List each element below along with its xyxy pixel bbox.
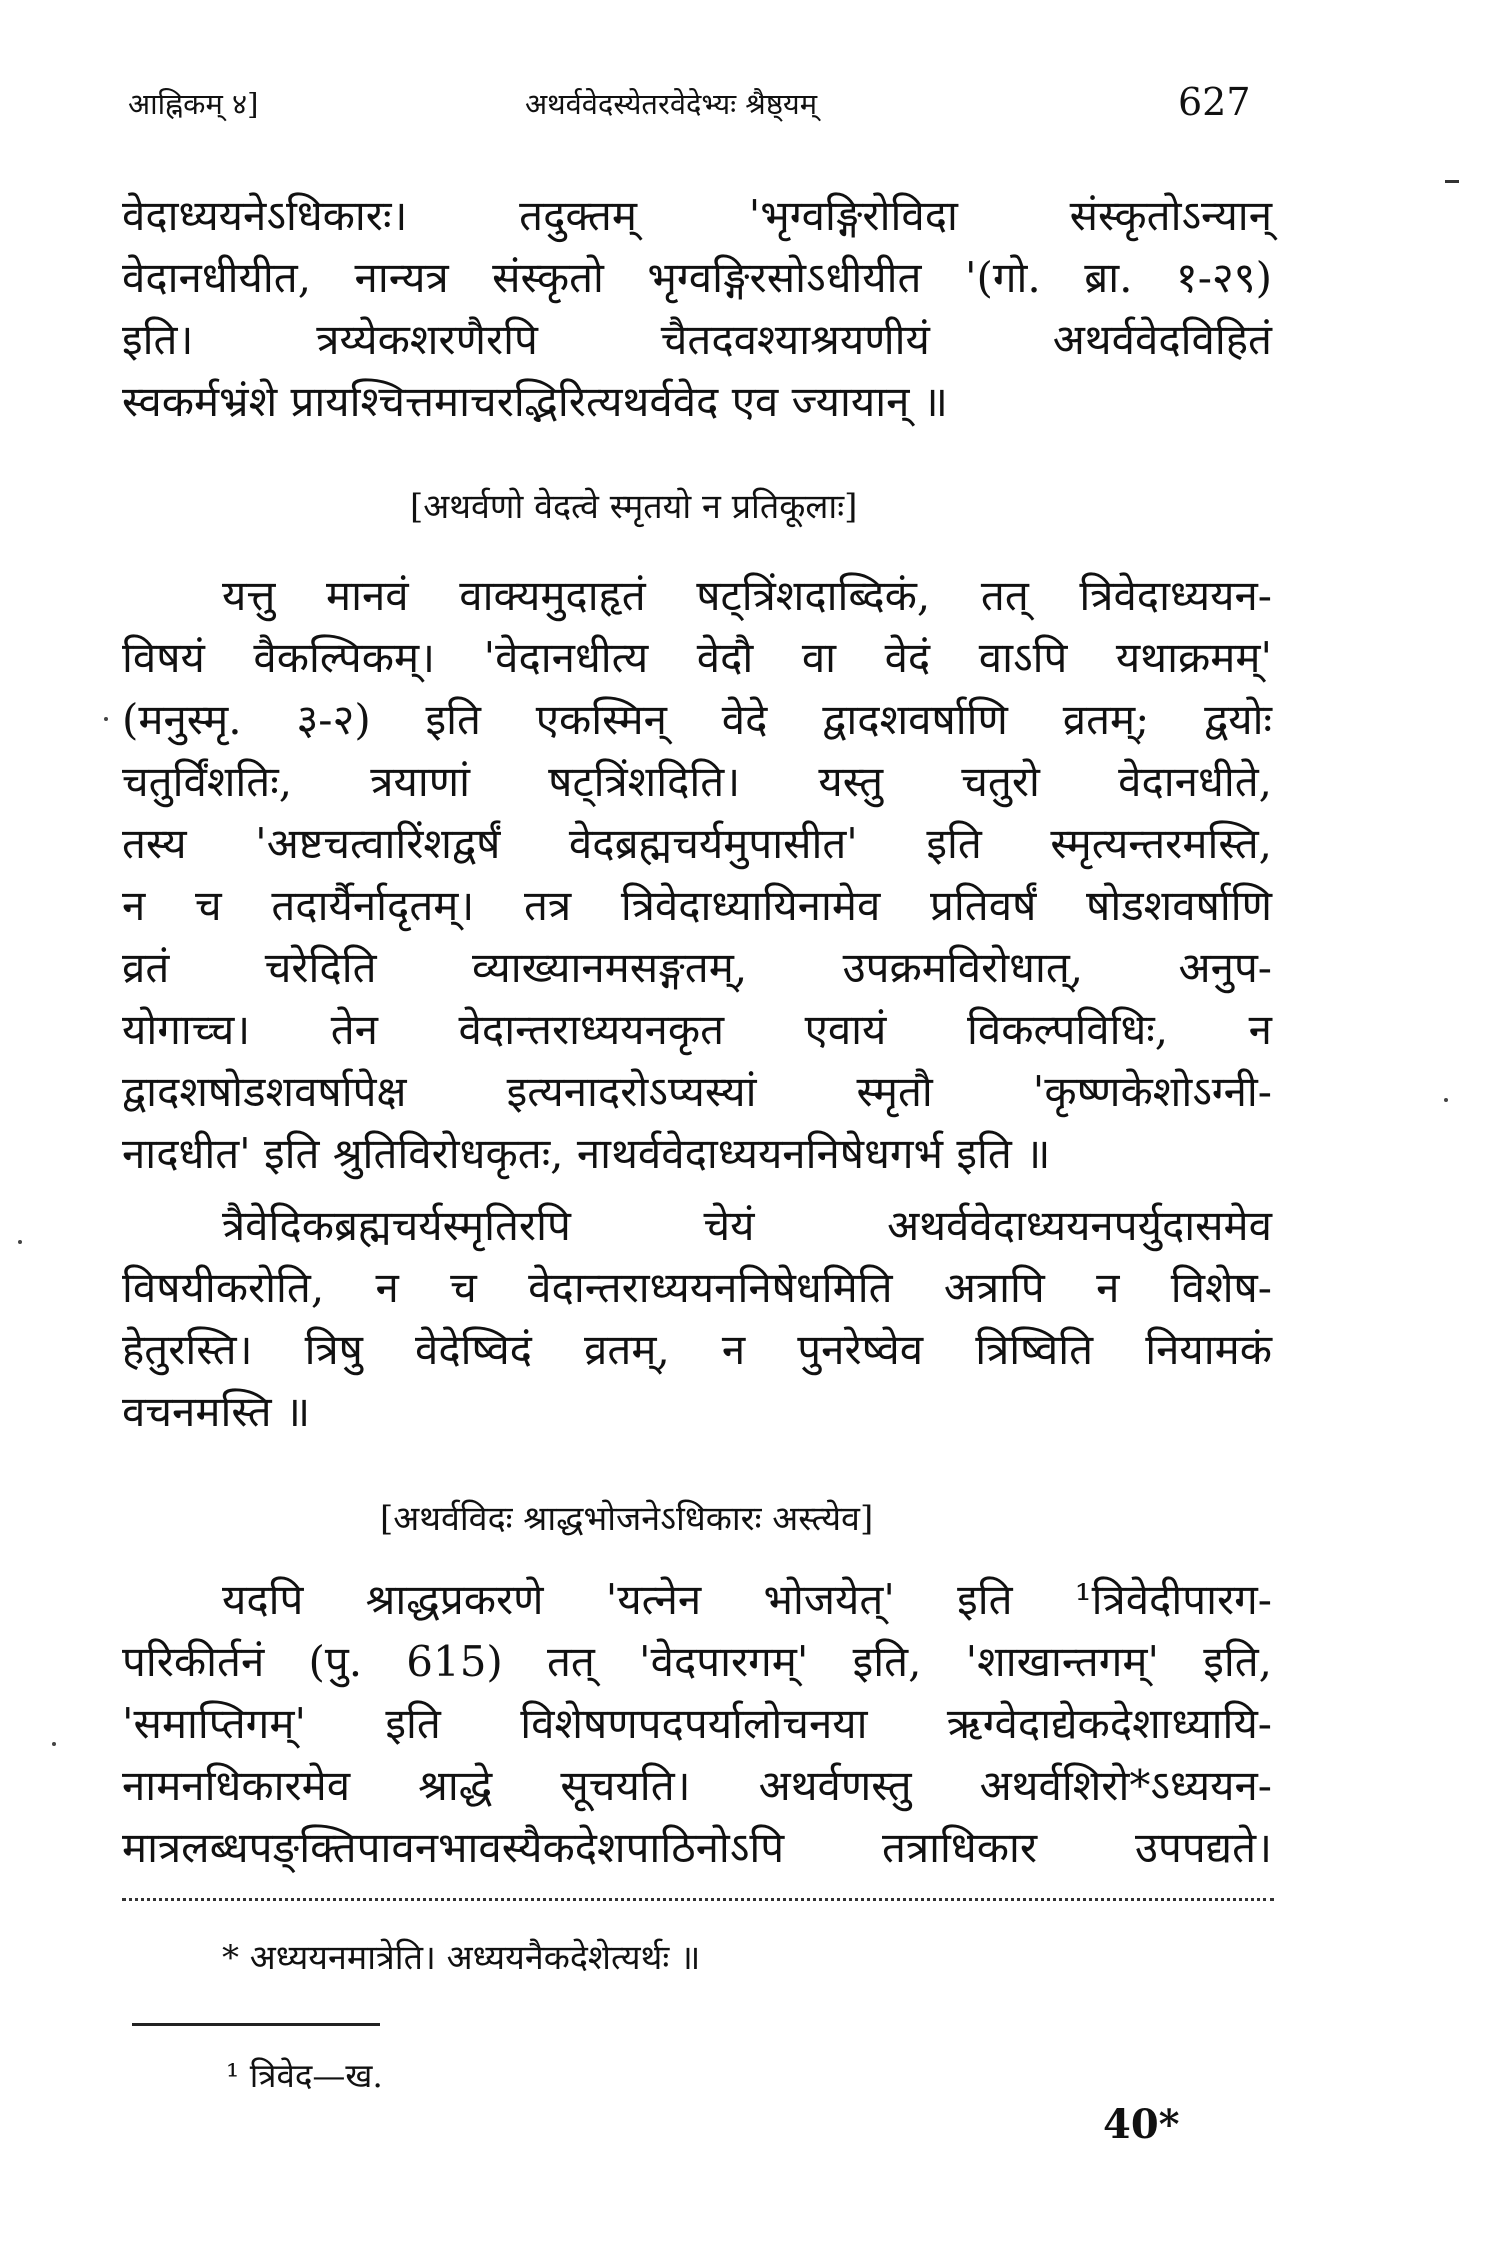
body-line: हेतुरस्ति। त्रिषु वेदेष्विदं व्रतम्, न पुनरेष्वेव त्रिष्विति नियामकं xyxy=(122,1325,1272,1374)
body-line: स्वकर्मभ्रंशे प्रायश्चित्तमाचरद्भिरित्यथर्ववेद एव ज्यायान् ॥ xyxy=(122,377,948,426)
body-line: नादधीत' इति श्रुतिविरोधकृतः, नाथर्ववेदाध्ययननिषेधगर्भ इति ॥ xyxy=(122,1129,1051,1178)
body-line: वेदाध्ययनेऽधिकारः। तदुक्तम् 'भृग्वङ्गिरोविदा संस्कृतोऽन्यान् xyxy=(122,191,1272,240)
speck xyxy=(52,1742,56,1746)
body-line: नामनधिकारमेव श्राद्धे सूचयति। अथर्वणस्तु अथर्वशिरो*ऽध्ययन- xyxy=(122,1761,1272,1810)
page-number: 627 xyxy=(1178,80,1251,124)
body-line: परिकीर्तनं (पु. 615) तत् 'वेदपारगम्' इति, 'शाखान्तगम्' इति, xyxy=(122,1637,1272,1686)
running-head-left: आह्निकम् ४] xyxy=(128,87,259,121)
body-line: यत्तु मानवं वाक्यमुदाहृतं षट्त्रिंशदाब्दिकं, तत् त्रिवेदाध्ययन- xyxy=(222,571,1272,620)
body-line: त्रैवेदिकब्रह्मचर्यस्मृतिरपि चेयं अथर्ववेदाध्ययनपर्युदासमेव xyxy=(222,1201,1272,1250)
body-line: 'समाप्तिगम्' इति विशेषणपदपर्यालोचनया ऋग्वेदाद्येकदेशाध्यायि- xyxy=(122,1699,1272,1748)
body-line: चतुर्विंशतिः, त्रयाणां षट्त्रिंशदिति। यस्तु चतुरो वेदानधीते, xyxy=(122,757,1272,806)
body-line: (मनुस्मृ. ३-२) इति एकस्मिन् वेदे द्वादशवर्षाणि व्रतम्; द्वयोः xyxy=(122,695,1272,744)
body-line: वचनमस्ति ॥ xyxy=(122,1387,311,1436)
speck xyxy=(104,717,108,721)
footnote-rule xyxy=(132,2023,380,2026)
body-line: योगाच्च। तेन वेदान्तराध्ययनकृत एवायं विकल्पविधिः, न xyxy=(122,1005,1272,1054)
running-head-title: अथर्ववेदस्येतरवेदेभ्यः श्रैष्ठ्यम् xyxy=(525,87,818,121)
footnote-variant: ¹ त्रिवेद—ख. xyxy=(226,2056,383,2095)
section-heading: [अथर्वविदः श्राद्धभोजनेऽधिकारः अस्त्येव] xyxy=(380,1499,874,1539)
body-line: विषयं वैकल्पिकम्। 'वेदानधीत्य वेदौ वा वेदं वाऽपि यथाक्रमम्' xyxy=(122,633,1272,682)
section-heading: [अथर्वणो वेदत्वे स्मृतयो न प्रतिकूलाः] xyxy=(410,487,858,527)
body-line: वेदानधीयीत, नान्यत्र संस्कृतो भृग्वङ्गिरसोऽधीयीत '(गो. ब्रा. १-२९) xyxy=(122,253,1272,302)
body-line: यदपि श्राद्धप्रकरणे 'यत्नेन भोजयेत्' इति ¹त्रिवेदीपारग- xyxy=(222,1575,1272,1624)
body-line: मात्रलब्धपङ्क्तिपावनभावस्यैकदेशपाठिनोऽपि तत्राधिकार उपपद्यते। xyxy=(122,1823,1272,1872)
speck xyxy=(1444,1098,1448,1102)
body-line: इति। त्रय्येकशरणैरपि चैतदवश्याश्रयणीयं अथर्ववेदविहितं xyxy=(122,315,1272,364)
footnote-asterisk: * अध्ययनमात्रेति। अध्ययनैकदेशेत्यर्थः ॥ xyxy=(222,1938,701,1978)
speck xyxy=(18,1240,22,1244)
body-line: व्रतं चरेदिति व्याख्यानमसङ्गतम्, उपक्रमविरोधात्, अनुप- xyxy=(122,943,1272,992)
body-line: तस्य 'अष्टचत्वारिंशद्वर्षं वेदब्रह्मचर्यमुपासीत' इति स्मृत्यन्तरमस्ति, xyxy=(122,819,1272,868)
footnote-separator xyxy=(122,1898,1274,1901)
body-line: विषयीकरोति, न च वेदान्तराध्ययननिषेधमिति अत्रापि न विशेष- xyxy=(122,1263,1272,1312)
margin-mark xyxy=(1445,180,1459,183)
body-line: न च तदार्यैर्नादृतम्। तत्र त्रिवेदाध्यायिनामेव प्रतिवर्षं षोडशवर्षाणि xyxy=(122,881,1272,930)
body-line: द्वादशषोडशवर्षापेक्ष इत्यनादरोऽप्यस्यां स्मृतौ 'कृष्णकेशोऽग्नी- xyxy=(122,1067,1272,1116)
signature-mark: 40* xyxy=(1103,2101,1180,2148)
